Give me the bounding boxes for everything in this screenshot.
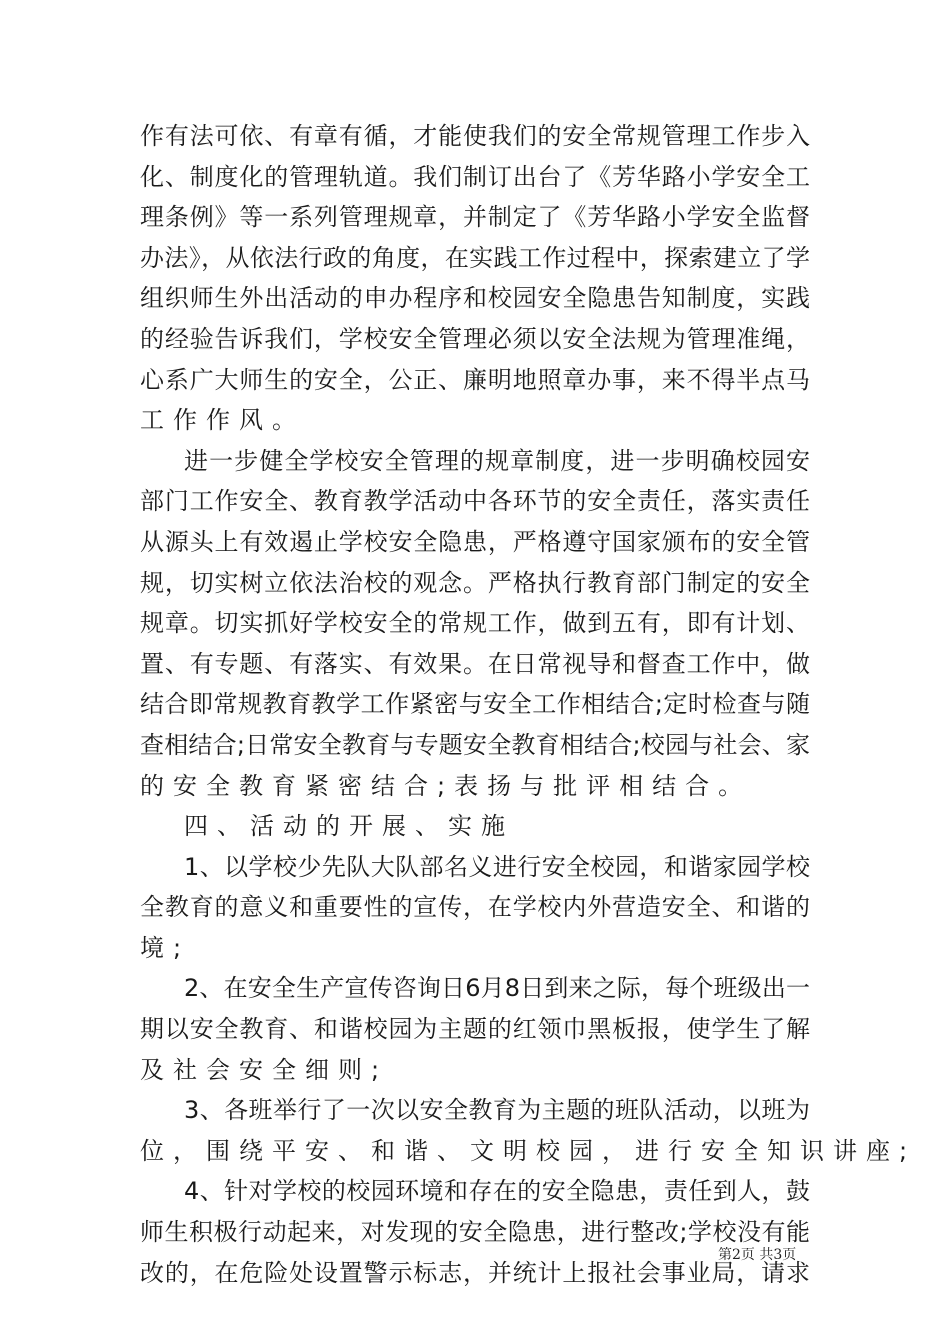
text-line: 部门工作安全、教育教学活动中各环节的安全责任，落实责任: [140, 487, 810, 516]
text-line: 工作作风。: [140, 406, 305, 435]
text-line: 境;: [140, 933, 191, 962]
text-line: 结合即常规教育教学工作紧密与安全工作相结合;定时检查与随: [140, 690, 810, 719]
text-line: 心系广大师生的安全，公正、廉明地照章办事，来不得半点马: [140, 365, 810, 394]
text-line: 3、各班举行了一次以安全教育为主题的班队活动，以班为: [184, 1096, 810, 1125]
text-line: 的安全教育紧密结合;表扬与批评相结合。: [140, 771, 752, 800]
text-line: 化、制度化的管理轨道。我们制订出台了《芳华路小学安全工: [140, 162, 810, 191]
text-line: 及社会安全细则;: [140, 1055, 389, 1084]
page-number: 第2页 共3页: [718, 1247, 797, 1263]
text-line: 规章。切实抓好学校安全的常规工作，做到五有，即有计划、: [140, 609, 810, 638]
text-line: 办法》，从依法行政的角度，在实践工作过程中，探索建立了学: [140, 243, 810, 272]
text-line: 2、在安全生产宣传咨询日6月8日到来之际，每个班级出一: [184, 974, 810, 1003]
text-line: 4、针对学校的校园环境和存在的安全隐患，责任到人，鼓: [184, 1177, 810, 1206]
text-line: 置、有专题、有落实、有效果。在日常视导和督查工作中，做: [140, 649, 810, 678]
text-line: 师生积极行动起来，对发现的安全隐患，进行整改;学校没有能: [140, 1218, 810, 1247]
text-line: 规，切实树立依法治校的观念。严格执行教育部门制定的安全: [140, 568, 810, 597]
text-line: 查相结合;日常安全教育与专题安全教育相结合;校园与社会、家: [140, 730, 810, 759]
text-line: 改的，在危险处设置警示标志，并统计上报社会事业局，请求: [140, 1258, 810, 1287]
text-line: 的经验告诉我们，学校安全管理必须以安全法规为管理准绳，: [140, 324, 810, 353]
text-line: 期以安全教育、和谐校园为主题的红领巾黑板报，使学生了解: [140, 1015, 810, 1044]
text-line: 1、以学校少先队大队部名义进行安全校园，和谐家园学校: [184, 852, 810, 881]
document-body: [140, 116, 917, 1293]
text-line: 四、活动的开展、实施: [184, 812, 514, 841]
text-line: 组织师生外出活动的申办程序和校园安全隐患告知制度，实践: [140, 284, 810, 313]
text-line: 从源头上有效遏止学校安全隐患，严格遵守国家颁布的安全管: [140, 527, 810, 556]
text-line: 进一步健全学校安全管理的规章制度，进一步明确校园安: [184, 446, 810, 475]
text-line: 作有法可依、有章有循，才能使我们的安全常规管理工作步入: [140, 122, 810, 150]
text-line: 理条例》等一系列管理规章，并制定了《芳华路小学安全监督: [140, 203, 810, 232]
text-line: 全教育的意义和重要性的宣传，在学校内外营造安全、和谐的: [140, 893, 810, 922]
text-line: 位，围绕平安、和谐、文明校园，进行安全知识讲座;: [140, 1136, 917, 1165]
